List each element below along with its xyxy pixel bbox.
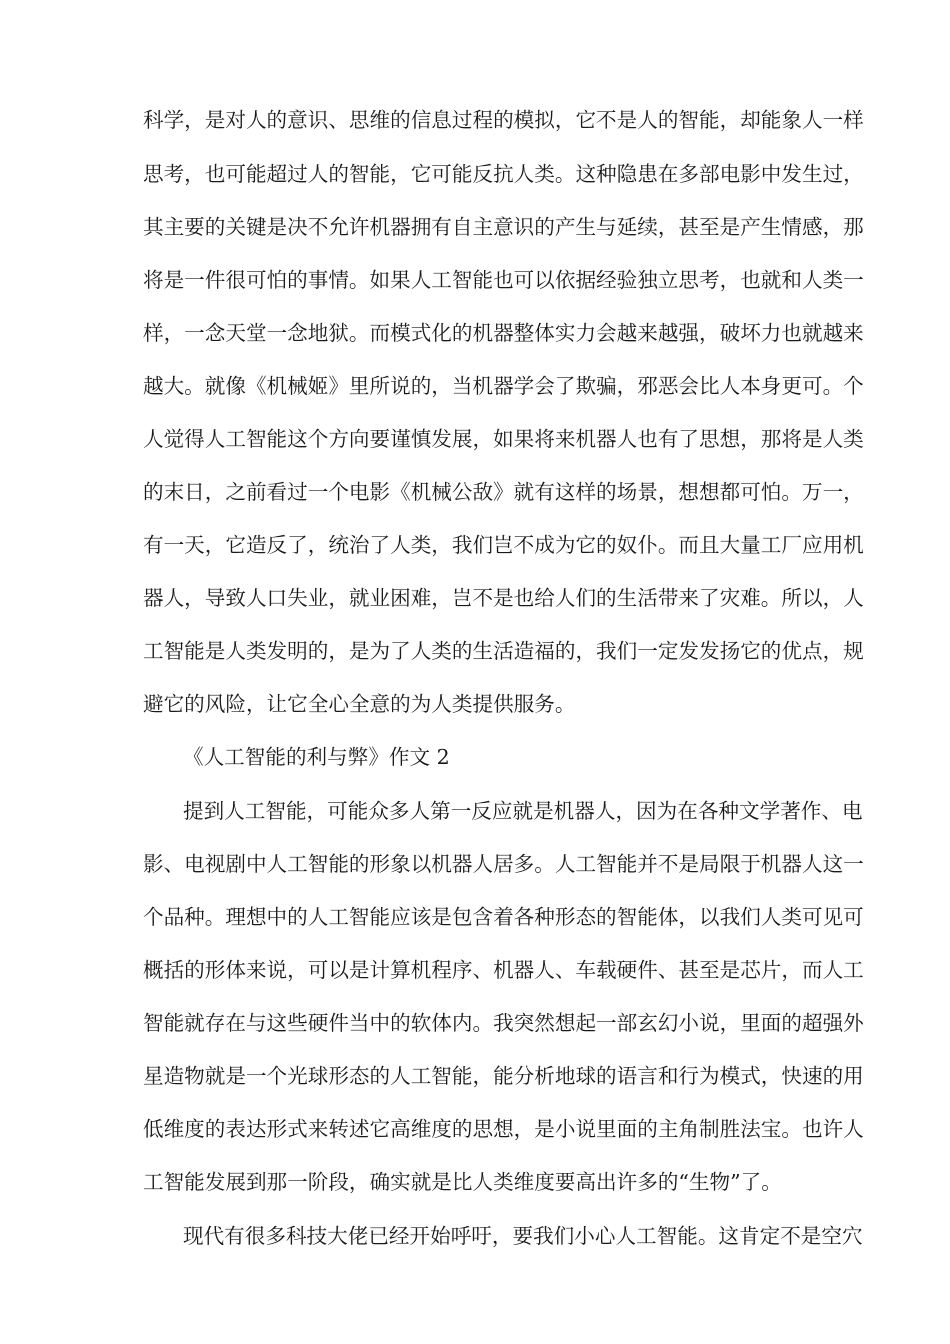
- paragraph-line: 避它的风险，让它全心全意的为人类提供服务。: [143, 692, 576, 716]
- paragraph-line: 思考，也可能超过人的智能，它可能反抗人类。这种隐患在多部电影中发生过，: [143, 162, 864, 186]
- paragraph-line: 样，一念天堂一念地狱。而模式化的机器整体实力会越来越强，破坏力也就越来: [143, 321, 864, 345]
- paragraph-line: 提到人工智能，可能众多人第一反应就是机器人，因为在各种文学著作、电: [183, 799, 863, 823]
- paragraph-line: 其主要的关键是决不允许机器拥有自主意识的产生与延续，甚至是产生情感，那: [143, 215, 864, 239]
- paragraph-line: 将是一件很可怕的事情。如果人工智能也可以依据经验独立思考，也就和人类一: [143, 268, 864, 292]
- paragraph-line: 科学，是对人的意识、思维的信息过程的模拟，它不是人的智能，却能象人一样: [143, 108, 864, 132]
- paragraph-line: 工智能发展到那一阶段，确实就是比人类维度要高出许多的“生物”了。: [143, 1170, 782, 1194]
- paragraph-line: 智能就存在与这些硬件当中的软体内。我突然想起一部玄幻小说，里面的超强外: [143, 1011, 864, 1035]
- paragraph-line: 有一天，它造反了，统治了人类，我们岂不成为它的奴仆。而且大量工厂应用机: [143, 533, 864, 557]
- essay-title: 《人工智能的利与弊》作文 2: [183, 745, 450, 769]
- paragraph-line: 的末日，之前看过一个电影《机械公敌》就有这样的场景，想想都可怕。万一，: [143, 480, 864, 504]
- paragraph-line: 星造物就是一个光球形态的人工智能，能分析地球的语言和行为模式，快速的用: [143, 1064, 864, 1088]
- paragraph-line: 人觉得人工智能这个方向要谨慎发展，如果将来机器人也有了思想，那将是人类: [143, 427, 864, 451]
- paragraph-line: 工智能是人类发明的，是为了人类的生活造福的，我们一定发发扬它的优点，规: [143, 639, 864, 663]
- paragraph-line: 影、电视剧中人工智能的形象以机器人居多。人工智能并不是局限于机器人这一: [143, 852, 864, 876]
- paragraph-line: 器人，导致人口失业，就业困难，岂不是也给人们的生活带来了灾难。所以，人: [143, 586, 864, 610]
- paragraph-line: 越大。就像《机械姬》里所说的，当机器学会了欺骗，邪恶会比人本身更可。个: [143, 374, 864, 398]
- paragraph-line: 个品种。理想中的人工智能应该是包含着各种形态的智能体，以我们人类可见可: [143, 905, 864, 929]
- paragraph-line: 现代有很多科技大佬已经开始呼吁，要我们小心人工智能。这肯定不是空穴: [183, 1224, 863, 1248]
- paragraph-line: 概括的形体来说，可以是计算机程序、机器人、车载硬件、甚至是芯片，而人工: [143, 958, 864, 982]
- paragraph-line: 低维度的表达形式来转述它高维度的思想，是小说里面的主角制胜法宝。也许人: [143, 1117, 864, 1141]
